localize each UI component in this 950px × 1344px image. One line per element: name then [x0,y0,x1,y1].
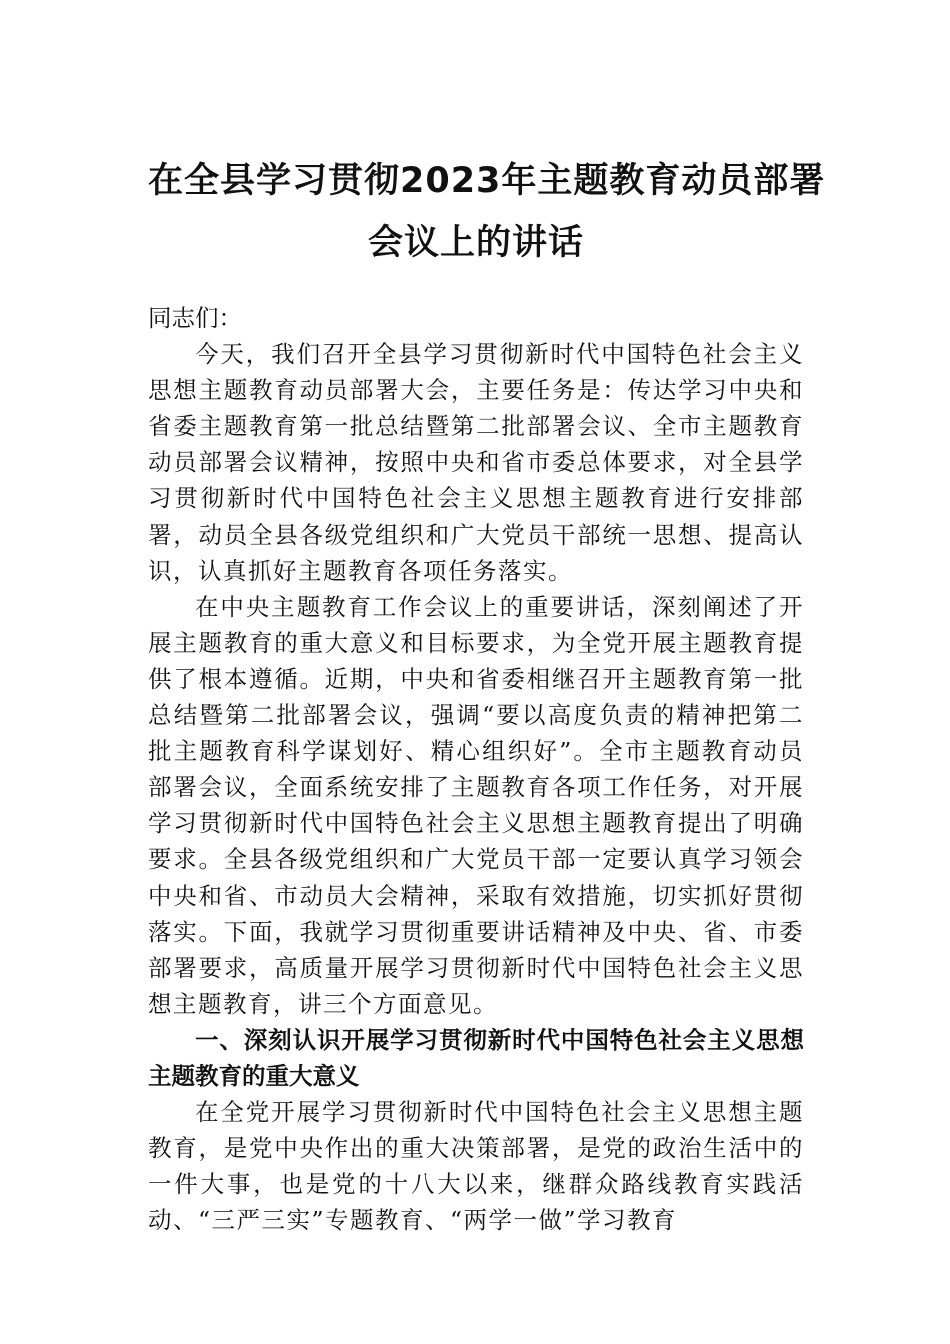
body-paragraph-2: 在中央主题教育工作会议上的重要讲话，深刻阐述了开展主题教育的重大意义和目标要求，为全党开展主题教育提供了根本遵循。近期，中央和省委相继召开主题教育第一批总结暨第二批部署会议，强调“要以高度负责的精神把第二批主题教育科学谋划好、精心组织好”。全市主题教育动员部署会议，全面系统安排了主题教育各项工作任务，对开展学习贯彻新时代中国特色社会主义思想主题教育提出了明确要求。全县各级党组织和广大党员干部一定要认真学习领会中央和省、市动员大会精神，采取有效措施，切实抓好贯彻落实。下面，我就学习贯彻重要讲话精神及中央、省、市委部署要求，高质量开展学习贯彻新时代中国特色社会主义思想主题教育，讲三个方面意见。 [148,592,804,1018]
body-paragraph-1: 今天，我们召开全县学习贯彻新时代中国特色社会主义思想主题教育动员部署大会，主要任务是：传达学习中央和省委主题教育第一批总结暨第二批部署会议、全市主题教育动员部署会议精神，按照中央和省市委总体要求，对全县学习贯彻新时代中国特色社会主义思想主题教育进行安排部署，动员全县各级党组织和广大党员干部统一思想、提高认识，认真抓好主题教育各项任务落实。 [148,340,804,585]
section-paragraph-1: 在全党开展学习贯彻新时代中国特色社会主义思想主题教育，是党中央作出的重大决策部署，是党的政治生活中的一件大事，也是党的十八大以来，继群众路线教育实践活动、“三严三实”专题教育、“两学一做”学习教育 [148,1098,804,1235]
title-line-2: 会议上的讲话 [367,223,584,263]
document-title [148,150,826,274]
salutation: 同志们： [148,304,242,332]
section-heading-1: 一、深刻认识开展学习贯彻新时代中国特色社会主义思想主题教育的重大意义 [148,1025,804,1090]
title-line-1: 在全县学习贯彻2023年主题教育动员部署 [148,161,826,201]
document-page [148,150,826,1238]
